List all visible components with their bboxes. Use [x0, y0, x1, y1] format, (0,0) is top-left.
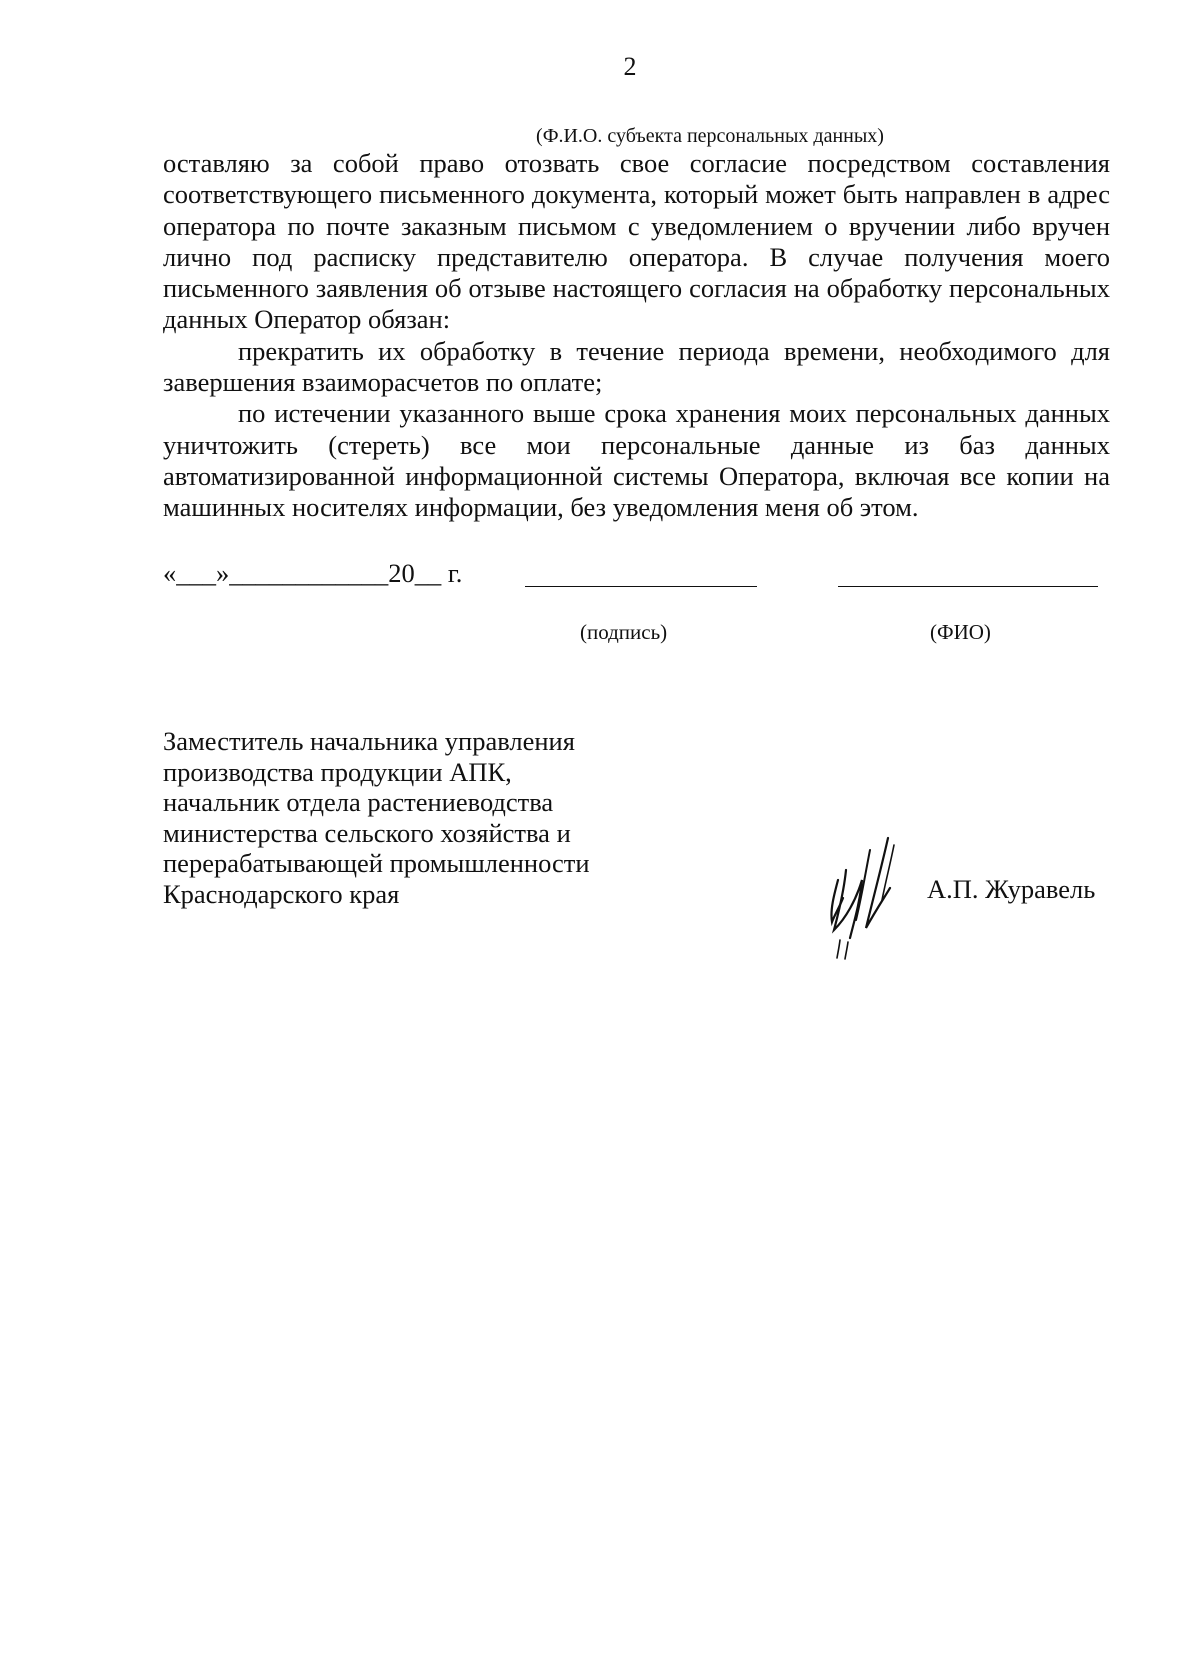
official-title	[163, 726, 723, 909]
paragraph-withdrawal: оставляю за собой право отозвать свое согласие посредством составления соответствующего письменного документа, который может быть направлен в адрес оператора по почте заказным письмом с уведомлением о вручении либо вручен лично под расписку представителю оператора. В случае получения моего письменного заявления об отзыве настоящего согласия на обработку персональных данных Оператор обязан:	[163, 148, 1110, 335]
official-title-line: Краснодарского края	[163, 878, 400, 909]
paragraph-destroy-data: по истечении указанного выше срока хранения моих персональных данных уничтожить (стереть) все мои персональные данные из баз данных автоматизированной информационной системы Оператора, включая все копии на машинных носителях информации, без уведомления меня об этом.	[163, 398, 1110, 523]
fio-caption: (ФИО)	[930, 620, 991, 644]
subject-caption: (Ф.И.О. субъекта персональных данных)	[536, 125, 884, 147]
handwritten-signature	[810, 810, 930, 960]
official-title-line: Заместитель начальника управления	[163, 726, 575, 756]
official-title-line: производства продукции АПК,	[163, 756, 512, 787]
fio-line	[838, 586, 1098, 587]
page-number: 2	[623, 52, 637, 81]
signature-line	[525, 586, 757, 587]
signature-row	[163, 558, 1110, 598]
official-title-line: начальник отдела растениеводства	[163, 787, 554, 817]
official-title-line: министерства сельского хозяйства и	[163, 817, 571, 848]
body-text	[163, 148, 1110, 524]
paragraph-stop-processing: прекратить их обработку в течение периода времени, необходимого для завершения взаиморасчетов по оплате;	[163, 335, 1110, 398]
official-title-line: перерабатывающей промышленности	[163, 848, 590, 878]
signature-caption: (подпись)	[580, 620, 668, 644]
date-field: «___»____________20__ г.	[163, 558, 463, 588]
signer-name: А.П. Журавель	[927, 874, 1096, 904]
